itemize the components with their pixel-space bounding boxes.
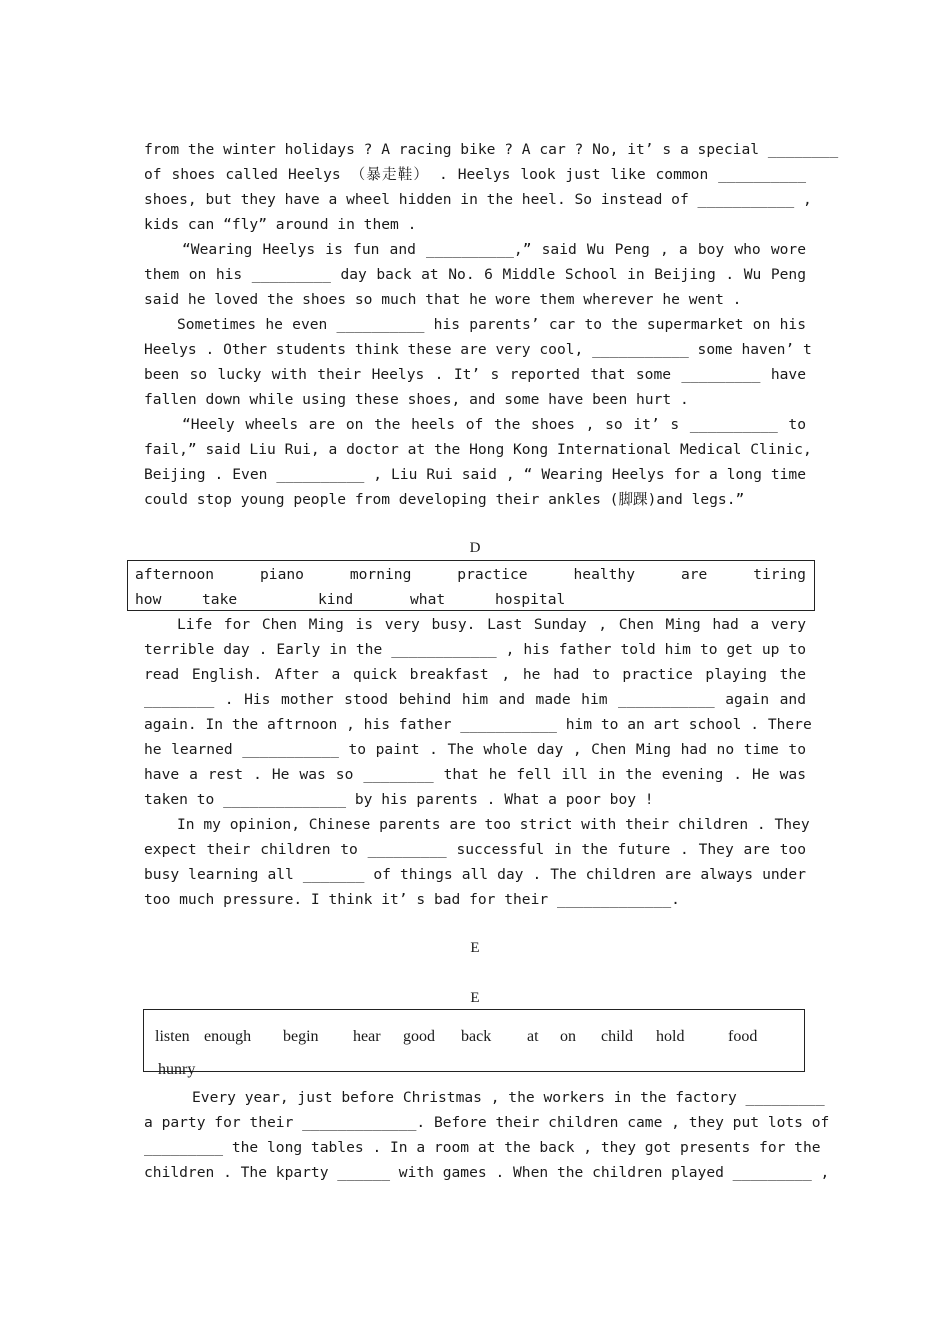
- passage-line: said he loved the shoes so much that he wore them wherever he went .: [144, 291, 742, 308]
- box-word: practice: [457, 566, 528, 583]
- box-word: at: [527, 1028, 539, 1045]
- box-word: kind: [318, 591, 354, 608]
- passage-line: children . The kparty ______ with games . When the children played _________ ,: [144, 1164, 830, 1181]
- passage-line: again. In the aftrnoon , his father ___________ him to an art school . There: [144, 716, 812, 733]
- passage-line: “Heely wheels are on the heels of the shoes , so it’ s __________ to: [182, 416, 806, 433]
- box-word: hold: [656, 1028, 685, 1045]
- box-word: begin: [283, 1028, 319, 1045]
- box-word: enough: [204, 1028, 252, 1045]
- box-word: afternoon: [135, 566, 215, 583]
- passage-line: a party for their _____________. Before their children came , they put lots of: [144, 1114, 830, 1131]
- box-word: are: [680, 566, 708, 583]
- passage-line: expect their children to _________ successful in the future . They are too: [144, 841, 806, 858]
- box-word: morning: [349, 566, 412, 583]
- passage-line: In my opinion, Chinese parents are too strict with their children . They: [177, 816, 810, 833]
- passage-line: taken to ______________ by his parents . What a poor boy !: [144, 791, 654, 808]
- passage-line: from the winter holidays ? A racing bike ? A car ? No, it’ s a special ________: [144, 141, 839, 158]
- passage-line: _________ the long tables . In a room at the back , they got presents for the: [144, 1139, 821, 1156]
- word-box-d-row1: [135, 562, 806, 587]
- box-word: piano: [260, 566, 304, 583]
- box-word: food: [728, 1028, 758, 1045]
- box-word: listen: [155, 1028, 190, 1045]
- box-word: take: [202, 591, 238, 608]
- passage-line: Life for Chen Ming is very busy. Last Sunday , Chen Ming had a very: [177, 616, 806, 633]
- section-d-heading: D: [469, 540, 481, 556]
- passage-line: “Wearing Heelys is fun and __________,” said Wu Peng , a boy who wore: [182, 241, 806, 258]
- box-word: hospital: [495, 591, 566, 608]
- box-word: hear: [353, 1028, 381, 1045]
- passage-line: of shoes called Heelys （暴走鞋） . Heelys look just like common __________: [144, 166, 806, 183]
- passage-line: ________ . His mother stood behind him and made him ___________ again and: [144, 691, 806, 708]
- passage-line: Sometimes he even __________ his parents’ car to the supermarket on his: [177, 316, 806, 333]
- passage-line: busy learning all _______ of things all day . The children are always under: [144, 866, 806, 883]
- box-word: good: [403, 1028, 435, 1045]
- passage-line: shoes, but they have a wheel hidden in the heel. So instead of ___________ ,: [144, 191, 812, 208]
- passage-line: have a rest . He was so ________ that he fell ill in the evening . He was: [144, 766, 806, 783]
- passage-line: kids can “fly” around in them .: [144, 216, 417, 233]
- passage-line: Beijing . Even __________ , Liu Rui said , “ Wearing Heelys for a long time: [144, 466, 806, 483]
- box-word: what: [410, 591, 446, 608]
- section-e-heading-repeat: E: [470, 990, 480, 1006]
- box-word: on: [560, 1028, 576, 1045]
- box-word: hunry: [158, 1061, 196, 1078]
- box-word: child: [601, 1028, 633, 1045]
- passage-line: terrible day . Early in the ____________ , his father told him to get up to: [144, 641, 806, 658]
- box-word: how: [135, 591, 162, 608]
- box-word: healthy: [573, 566, 636, 583]
- passage-line: he learned ___________ to paint . The whole day , Chen Ming had no time to: [144, 741, 806, 758]
- box-word: tiring: [753, 566, 806, 583]
- passage-line: too much pressure. I think it’ s bad for their _____________.: [144, 891, 680, 908]
- section-e-heading: E: [470, 940, 480, 956]
- passage-line: them on his _________ day back at No. 6 Middle School in Beijing . Wu Peng: [144, 266, 806, 283]
- passage-line: Heelys . Other students think these are very cool, ___________ some haven’ t: [144, 341, 812, 358]
- passage-line: could stop young people from developing their ankles (脚踝)and legs.”: [144, 491, 745, 508]
- passage-line: fail,” said Liu Rui, a doctor at the Hong Kong International Medical Clinic,: [144, 441, 812, 458]
- passage-line: been so lucky with their Heelys . It’ s reported that some _________ have: [144, 366, 806, 383]
- word-box-d-row2: [135, 587, 566, 612]
- passage-line: Every year, just before Christmas , the workers in the factory _________: [192, 1089, 825, 1106]
- box-word: back: [461, 1028, 492, 1045]
- passage-line: fallen down while using these shoes, and some have been hurt .: [144, 391, 689, 408]
- passage-line: read English. After a quick breakfast , he had to practice playing the: [144, 666, 806, 683]
